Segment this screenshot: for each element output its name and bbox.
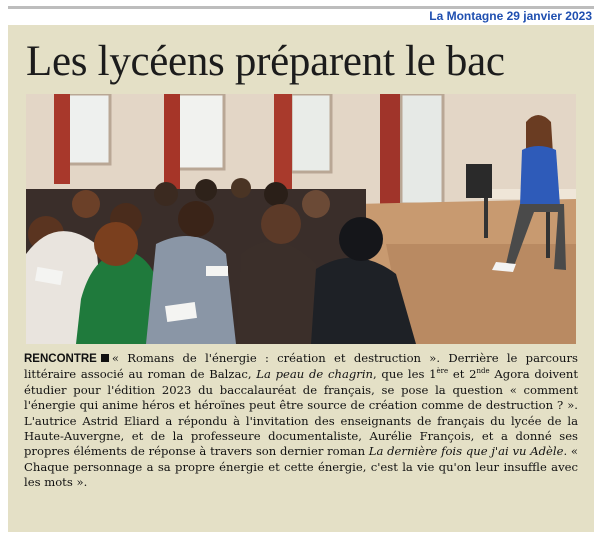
article-text-1: « Romans de l'énergie : création et destruction ». Derrière le parcours littéraire associé au roman de Balzac, [24, 351, 578, 382]
bullet-square-icon [101, 354, 109, 362]
classroom-photo-icon [26, 94, 576, 344]
article-kicker: RENCONTRE [24, 353, 97, 365]
superscript-1: ère [436, 367, 449, 376]
superscript-2: nde [476, 367, 490, 376]
article-text-4: Agora doivent étudier pour l'édition 2023 du baccalauréat de français, se pose la question « comment l'énergie qui anime héros et héroïnes peut être source de création comme de destruction ? ». L'autrice Astrid Eliard a répondu à l'invitation des enseignants de français du lycée de la Haute-Auvergne, et de la professeure documentaliste, Aurélie François, et a donné ses propres éléments de réponse à travers son dernier roman [24, 367, 578, 459]
article-clipping [8, 25, 594, 532]
source-label: La Montagne 29 janvier 2023 [429, 9, 592, 23]
article-body [24, 351, 578, 491]
book-title-1: La peau de chagrin [256, 367, 374, 382]
article-text-5: . « Chaque personnage a sa propre énergie et cette énergie, c'est la vie qu'on leur insuffle avec les mots ». [24, 444, 578, 490]
article-text-2: , que les 1 [373, 367, 437, 382]
article-photo [26, 94, 576, 344]
article-text-3: et 2 [448, 367, 477, 382]
book-title-2: La dernière fois que j'ai vu Adèle [368, 444, 564, 459]
article-headline: Les lycéens préparent le bac [26, 38, 505, 85]
